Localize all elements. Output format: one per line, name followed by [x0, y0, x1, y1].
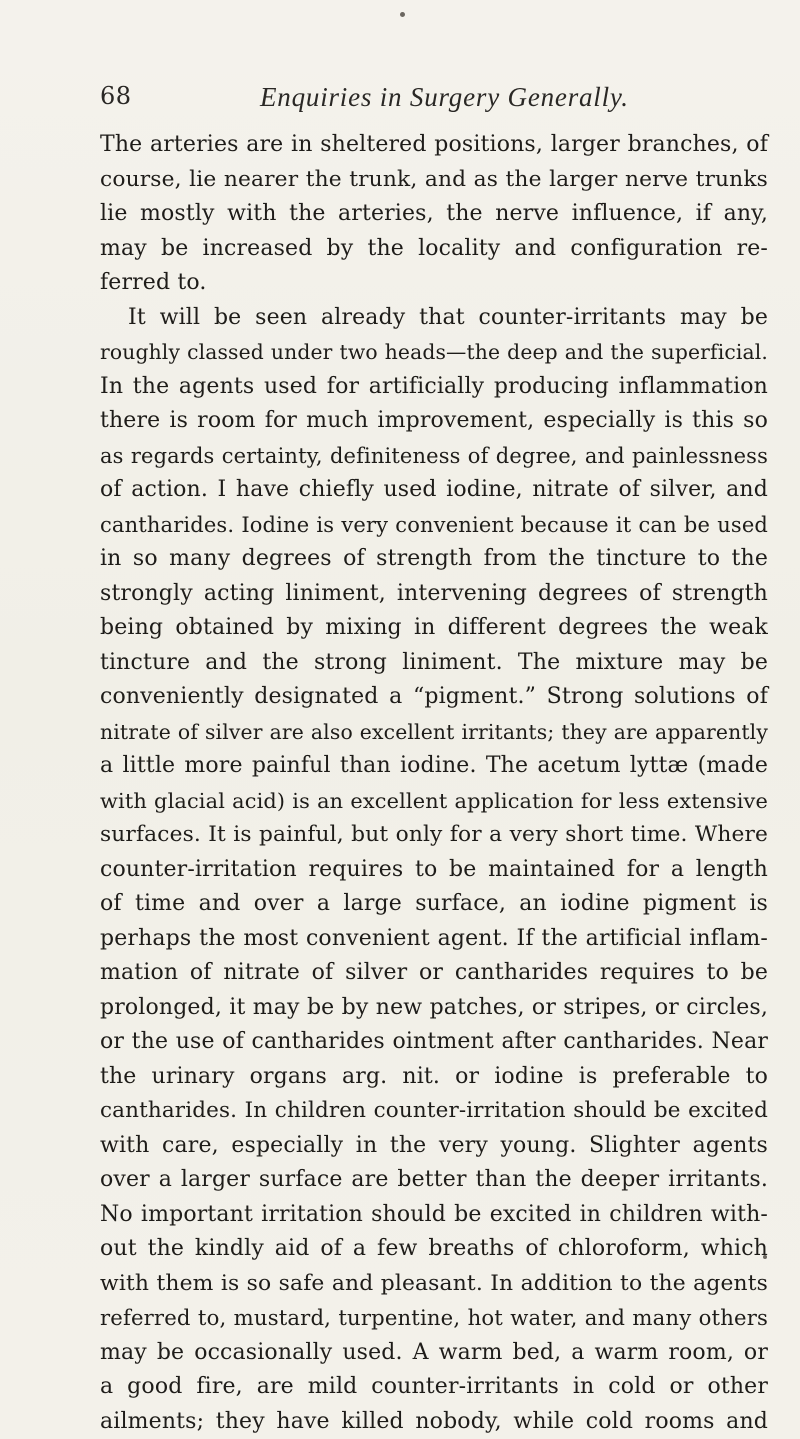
text-line: nitrate of silver are also excellent irritants; they are apparently	[100, 715, 768, 750]
text-line: of action. I have chiefly used iodine, nitrate of silver, and	[100, 473, 768, 508]
text-line: may be occasionally used. A warm bed, a warm room, or	[100, 1336, 768, 1371]
running-head	[100, 82, 780, 118]
text-line: mation of nitrate of silver or cantharides requires to be	[100, 956, 768, 991]
text-line: a good fire, are mild counter-irritants in cold or other	[100, 1370, 768, 1405]
text-line: may be increased by the locality and configuration re-	[100, 232, 768, 267]
text-line: prolonged, it may be by new patches, or stripes, or circles,	[100, 991, 768, 1026]
text-line: lie mostly with the arteries, the nerve influence, if any,	[100, 197, 768, 232]
page-number: 68	[100, 82, 132, 110]
text-line: surfaces. It is painful, but only for a very short time. Where	[100, 818, 768, 853]
text-line: The arteries are in sheltered positions, larger branches, of	[100, 128, 768, 163]
text-line: as regards certainty, definiteness of degree, and painlessness	[100, 439, 768, 474]
text-line: counter-irritation requires to be maintained for a length	[100, 853, 768, 888]
text-line: out the kindly aid of a few breaths of chloroform, which	[100, 1232, 768, 1267]
text-line: No important irritation should be excited in children with-	[100, 1198, 768, 1233]
text-line: in so many degrees of strength from the tincture to the	[100, 542, 768, 577]
text-line: roughly classed under two heads—the deep and the superficial.	[100, 335, 768, 370]
text-line: with glacial acid) is an excellent application for less extensive	[100, 784, 768, 819]
text-line: ferred to.	[100, 266, 768, 301]
ink-speck	[400, 12, 405, 17]
text-line: strongly acting liniment, intervening degrees of strength	[100, 577, 768, 612]
text-line: being obtained by mixing in different degrees the weak	[100, 611, 768, 646]
text-line: with care, especially in the very young. Slighter agents	[100, 1129, 768, 1164]
text-line: It will be seen already that counter-irritants may be	[100, 301, 768, 336]
text-line: course, lie nearer the trunk, and as the larger nerve trunks	[100, 163, 768, 198]
text-line: over a larger surface are better than the deeper irritants.	[100, 1163, 768, 1198]
text-line: cantharides. Iodine is very convenient because it can be used	[100, 508, 768, 543]
text-line: tincture and the strong liniment. The mixture may be	[100, 646, 768, 681]
text-line: with them is so safe and pleasant. In addition to the agents	[100, 1267, 768, 1302]
text-line: or the use of cantharides ointment after cantharides. Near	[100, 1025, 768, 1060]
text-line: perhaps the most convenient agent. If the artificial inflam-	[100, 922, 768, 957]
text-line: a little more painful than iodine. The acetum lyttæ (made	[100, 749, 768, 784]
body-text	[100, 128, 768, 1439]
text-line: of time and over a large surface, an iodine pigment is	[100, 887, 768, 922]
text-line: conveniently designated a “pigment.” Strong solutions of	[100, 680, 768, 715]
running-title: Enquiries in Surgery Generally.	[260, 82, 629, 113]
text-line: referred to, mustard, turpentine, hot water, and many others	[100, 1301, 768, 1336]
text-line: the urinary organs arg. nit. or iodine is preferable to	[100, 1060, 768, 1095]
text-line: cantharides. In children counter-irritation should be excited	[100, 1094, 768, 1129]
text-line: there is room for much improvement, especially is this so	[100, 404, 768, 439]
text-line: ailments; they have killed nobody, while cold rooms and	[100, 1405, 768, 1439]
text-line: In the agents used for artificially producing inflammation	[100, 370, 768, 405]
